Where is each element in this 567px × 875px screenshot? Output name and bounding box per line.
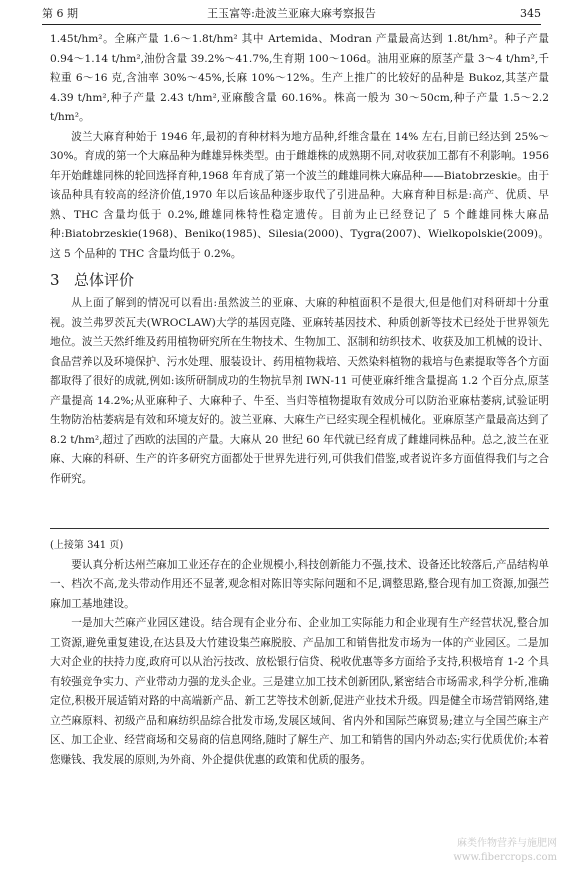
page-number: 345 [520,7,541,20]
section-number: 3 [50,271,60,289]
flax-yield-paragraph: 1.45t/hm²。全麻产量 1.6～1.8t/hm² 其中 Artemida、Modran 产量最高达到 1.8t/hm²。种子产量 0.94～1.14 t/hm²,油份含量 39.2%～41.7%,生育期 100～106d。油用亚麻的原茎产量 3～4 t/hm²,千粒重 6～16 克,含油率 30%～45%,长麻 10%～12%。生产上推广的比较好的品种是 Bukoz,其茎产量 4.39 t/hm²,种子产量 2.43 t/hm²,亚麻酸含量 60.16%。株高一般为 30～50cm,种子产量 1.5～2.2 t/hm²。 [50,33,549,123]
watermark-name: 麻类作物营养与施肥网 [457,838,557,849]
hemp-breeding-paragraph: 波兰大麻育种始于 1946 年,最初的育种材料为地方品种,纤维含量在 14% 左右,目前已经达到 25%～30%。育成的第一个大麻品种为雌雄异株类型。由于雌雄株的成熟期不同,对收获加工都有不利影响。1956 年开始雌雄同株的轮回选择育种,1968 年育成了第一个波兰的雌雄同株大麻品种——Biatobrzeskie。由于该品种具有较高的经济价值,1970 年以后该品种逐步取代了引进品种。大麻育种目标是:高产、优质、早熟、THC 含量均低于 0.2%,雌雄同株特性稳定遗传。目前为止已经登记了 5 个雌雄同株大麻品种:Biatobrzeskie(1968)、Beniko(1985)、Silesia(2000)、Tygra(2007)、Wielkopolskie(2009)。这 5 个品种的 THC 含量均低于 0.2%。 [50,130,549,260]
running-header [42,4,541,24]
watermark-url: www.fibercrops.com [453,852,557,863]
section-title: 总体评价 [74,271,135,289]
continued-text-block [50,536,549,770]
running-title: 王玉富等:赴波兰亚麻大麻考察报告 [207,7,376,20]
continued-from-label: (上接第 341 页) [50,540,124,551]
article-divider [50,528,549,529]
site-watermark [453,837,557,865]
evaluation-paragraph: 从上面了解到的情况可以看出:虽然波兰的亚麻、大麻的种植面积不是很大,但是他们对科研却十分重视。波兰弗罗茨瓦夫(WROCLAW)大学的基因克隆、亚麻转基因技术、种质创新等技术已经处于世界领先地位。波兰天然纤维及药用植物研究所在生物技术、生物加工、沤制和纺织技术、收获及加工机械的设计、食品营养以及环境保护、污水处理、服装设计、药用植物栽培、天然染料植物的栽培与色素提取等各个方面都取得了很好的成就,例如:该所研制成功的生物抗旱剂 IWN-11 可使亚麻纤维含量提高 1.2 个百分点,原茎产量提高 14.2%;从亚麻种子、大麻种子、牛至、当归等植物提取有效成分可以防治亚麻枯萎病,试验证明生物防治枯萎病是有效和环境友好的。波兰亚麻、大麻生产已经实现全程机械化。亚麻原茎产量最高达到了 8.2 t/hm²,超过了西欧的法国的产量。大麻从 20 世纪 60 年代就已经育成了雌雄同株品种。总之,波兰在亚麻、大麻的科研、生产的许多研究方面都处于世界先进行列,可供我们借鉴,或者说许多方面值得我们与之合作研究。 [50,297,549,485]
issue-label: 第 6 期 [42,7,78,20]
ramie-measures-paragraph: 一是加大苎麻产业园区建设。结合现有企业分布、企业加工实际能力和企业现有生产经营状况,整合加工资源,避免重复建设,在达县及大竹建设集苎麻脱胶、产品加工和销售批发市场为一体的产业园区。二是加大对企业的扶持力度,政府可以从治污技改、放松银行信贷、税收优惠等多方面给予支持,积极培育 1-2 个具有较强竞争实力、产业带动力强的龙头企业。三是建立加工技术创新团队,紧密结合市场需求,科学分析,准确定位,积极开展适销对路的中高端新产品、新工艺等技术创新,促进产业技术升级。四是健全市场营销网络,建立苎麻原料、初级产品和麻纺织品综合批发市场,发展区域间、省内外和国际苎麻贸易;建立与全国苎麻主产区、加工企业、经营商场和交易商的信息网络,随时了解生产、加工和销售的国内外动态;实行优质优价;本着您赚钱、我发展的原则,为外商、外企提供优惠的政策和优质的服务。 [50,617,549,766]
ramie-analysis-paragraph: 要认真分析达州苎麻加工业还存在的企业规模小,科技创新能力不强,技术、设备还比较落后,产品结构单一、档次不高,龙头带动作用还不显著,观念相对陈旧等实际问题和不足,调整思路,整合现有加工资源,加强苎麻加工基地建设。 [50,558,549,610]
header-rule [42,24,541,25]
section-heading [50,268,549,292]
main-text-block [50,30,549,489]
